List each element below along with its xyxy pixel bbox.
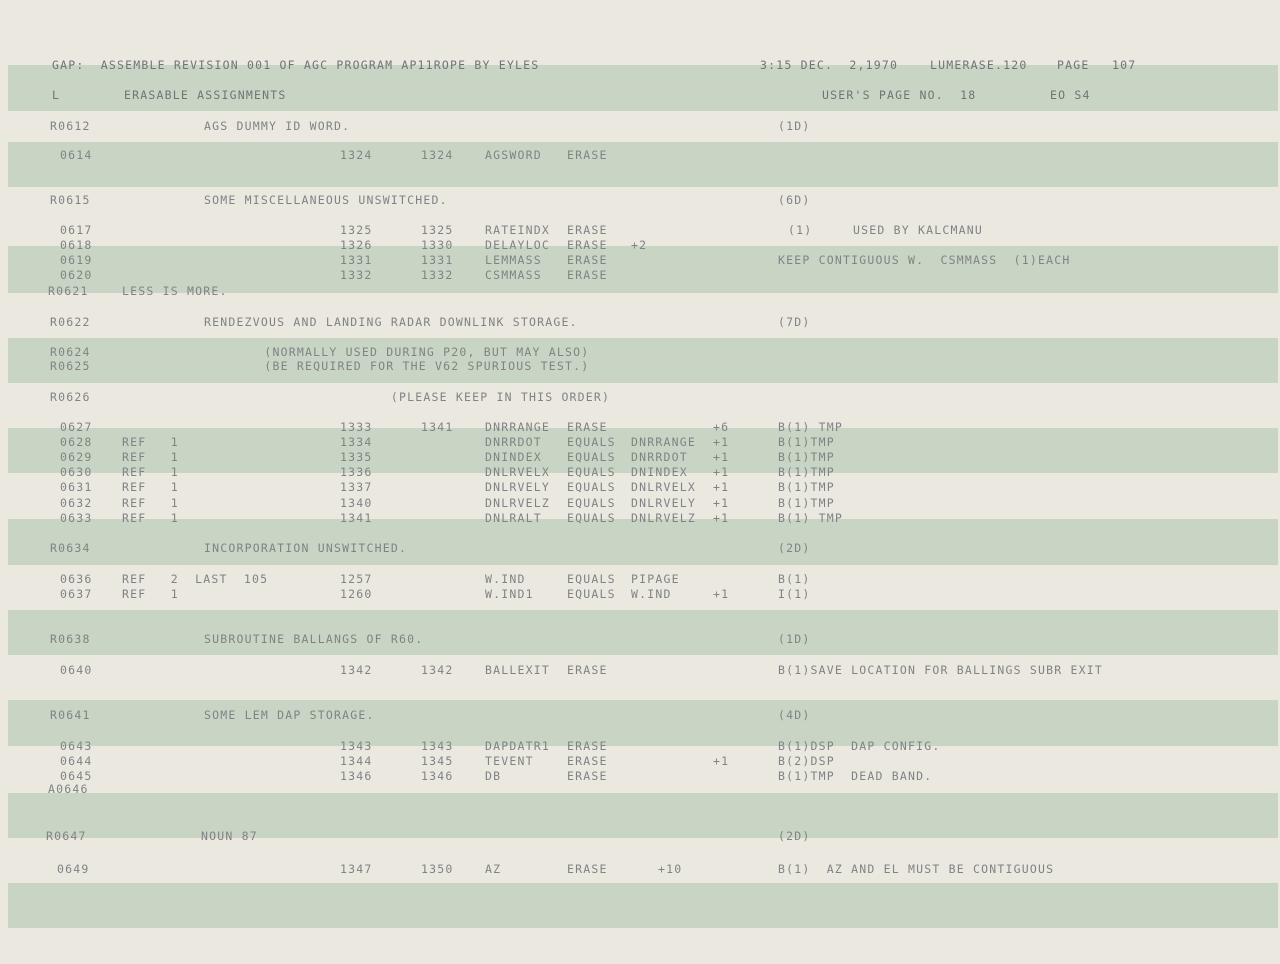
- line-number: R0626: [50, 390, 91, 404]
- listing-row: [0, 420, 1280, 436]
- page-label: PAGE: [1057, 58, 1090, 72]
- address: 1335: [340, 450, 373, 464]
- operand: DNRRANGE: [631, 435, 696, 449]
- listing-row: [0, 754, 1280, 770]
- address-end: 1324: [421, 148, 454, 162]
- comment-text: SUBROUTINE BALLANGS OF R60.: [204, 632, 424, 646]
- listing-row: [0, 119, 1280, 135]
- listing-row: [0, 450, 1280, 466]
- line-number: 0628: [60, 435, 93, 449]
- listing-row: [0, 284, 1280, 300]
- listing-row: [0, 238, 1280, 254]
- opcode: EQUALS: [567, 465, 616, 479]
- opcode: EQUALS: [567, 480, 616, 494]
- opcode: EQUALS: [567, 572, 616, 586]
- operand: PIPAGE: [631, 572, 680, 586]
- listing-row: [0, 480, 1280, 496]
- line-number: 0630: [60, 465, 93, 479]
- line-number: 0629: [60, 450, 93, 464]
- address-end: 1325: [421, 223, 454, 237]
- address: 1346: [340, 769, 373, 783]
- section-code: L: [52, 88, 61, 102]
- eo-code: EO S4: [1050, 88, 1091, 102]
- reference: REF 1: [122, 587, 179, 601]
- reference: REF 1: [122, 496, 179, 510]
- address: 1331: [340, 253, 373, 267]
- row-note: B(1): [778, 572, 811, 586]
- address-end: 1332: [421, 268, 454, 282]
- listing-row: [0, 862, 1280, 878]
- opcode: ERASE: [567, 769, 608, 783]
- line-number: R0641: [50, 708, 91, 722]
- listing-row: [0, 632, 1280, 648]
- opcode: ERASE: [567, 148, 608, 162]
- line-number: R0638: [50, 632, 91, 646]
- address: 1257: [340, 572, 373, 586]
- listing-row: [0, 223, 1280, 239]
- comment-text: (NORMALLY USED DURING P20, BUT MAY ALSO): [240, 345, 590, 359]
- address: 1324: [340, 148, 373, 162]
- listing-row: [0, 465, 1280, 481]
- opcode: EQUALS: [567, 496, 616, 510]
- line-number: 0649: [57, 862, 90, 876]
- row-note: B(1)TMP: [778, 435, 835, 449]
- line-number: A0646: [48, 782, 89, 796]
- address-end: 1343: [421, 739, 454, 753]
- address: 1342: [340, 663, 373, 677]
- listing-row: [0, 511, 1280, 527]
- reference: REF 1: [122, 511, 179, 525]
- symbol: BALLEXIT: [485, 663, 550, 677]
- line-number: 0636: [60, 572, 93, 586]
- line-number: R0624: [50, 345, 91, 359]
- operand: +2: [631, 238, 648, 252]
- address-end: 1345: [421, 754, 454, 768]
- operand: +10: [658, 862, 683, 876]
- address: 1332: [340, 268, 373, 282]
- operand: DNINDEX: [631, 465, 688, 479]
- line-number: R0622: [50, 315, 91, 329]
- address: 1333: [340, 420, 373, 434]
- symbol: DNLRVELX: [485, 465, 550, 479]
- opcode: ERASE: [567, 862, 608, 876]
- line-number: R0615: [50, 193, 91, 207]
- row-note: B(1)TMP: [778, 496, 835, 510]
- row-note: (1D): [778, 632, 811, 646]
- symbol: W.IND: [485, 572, 526, 586]
- symbol: DNRRDOT: [485, 435, 542, 449]
- row-note: B(1)SAVE LOCATION FOR BALLINGS SUBR EXIT: [778, 663, 1103, 677]
- address: 1336: [340, 465, 373, 479]
- row-note: B(1) TMP: [778, 420, 843, 434]
- symbol: LEMMASS: [485, 253, 542, 267]
- listing-row: [0, 708, 1280, 724]
- listing-row: [0, 663, 1280, 679]
- address: 1340: [340, 496, 373, 510]
- symbol: DB: [485, 769, 502, 783]
- line-number: 0617: [60, 223, 93, 237]
- comment-text: SOME LEM DAP STORAGE.: [204, 708, 375, 722]
- opcode: ERASE: [567, 663, 608, 677]
- increment: +1: [713, 511, 730, 525]
- reference: REF 1: [122, 450, 179, 464]
- reference: REF 1: [122, 435, 179, 449]
- row-note: (7D): [778, 315, 811, 329]
- address: 1347: [340, 862, 373, 876]
- line-number: 0643: [60, 739, 93, 753]
- symbol: DNLRVELZ: [485, 496, 550, 510]
- listing-row: [0, 268, 1280, 284]
- listing-row: [0, 782, 1280, 798]
- program-title: GAP: ASSEMBLE REVISION 001 OF AGC PROGRAM AP11ROPE BY EYLES: [52, 58, 540, 72]
- opcode: ERASE: [567, 268, 608, 282]
- line-number: R0625: [50, 359, 91, 373]
- line-number: 0620: [60, 268, 93, 282]
- address: 1260: [340, 587, 373, 601]
- line-number: 0637: [60, 587, 93, 601]
- reference: REF 2 LAST 105: [122, 572, 269, 586]
- symbol: RATEINDX: [485, 223, 550, 237]
- reference: REF 1: [122, 480, 179, 494]
- opcode: ERASE: [567, 223, 608, 237]
- row-note: B(1)TMP: [778, 480, 835, 494]
- row-note: B(1) AZ AND EL MUST BE CONTIGUOUS: [778, 862, 1055, 876]
- row-note: KEEP CONTIGUOUS W. CSMMASS (1)EACH: [778, 253, 1071, 267]
- listing-row: [0, 253, 1280, 269]
- symbol: DNRRANGE: [485, 420, 550, 434]
- address: 1344: [340, 754, 373, 768]
- row-note: B(1)DSP DAP CONFIG.: [778, 739, 941, 753]
- timestamp: 3:15 DEC. 2,1970: [760, 58, 899, 72]
- comment-text: (PLEASE KEEP IN THIS ORDER): [204, 390, 611, 404]
- symbol: DNLRVELY: [485, 480, 550, 494]
- listing-row: [0, 829, 1280, 845]
- symbol: DAPDATR1: [485, 739, 550, 753]
- listing-row: [0, 390, 1280, 406]
- symbol: AZ: [485, 862, 502, 876]
- row-note: (1) USED BY KALCMANU: [788, 223, 983, 237]
- opcode: ERASE: [567, 238, 608, 252]
- opcode: EQUALS: [567, 511, 616, 525]
- row-note: B(1)TMP: [778, 450, 835, 464]
- address-end: 1342: [421, 663, 454, 677]
- symbol: AGSWORD: [485, 148, 542, 162]
- listing-header: [0, 58, 1280, 74]
- address-end: 1330: [421, 238, 454, 252]
- listing-row: [0, 496, 1280, 512]
- section-title: ERASABLE ASSIGNMENTS: [124, 88, 287, 102]
- line-number: 0618: [60, 238, 93, 252]
- listing-row: [0, 739, 1280, 755]
- comment-text: (BE REQUIRED FOR THE V62 SPURIOUS TEST.): [240, 359, 590, 373]
- line-number: 0640: [60, 663, 93, 677]
- address: 1343: [340, 739, 373, 753]
- line-number: 0644: [60, 754, 93, 768]
- opcode: ERASE: [567, 739, 608, 753]
- increment: +1: [713, 435, 730, 449]
- filename: LUMERASE.120: [930, 58, 1028, 72]
- line-number: 0632: [60, 496, 93, 510]
- address: 1325: [340, 223, 373, 237]
- line-number: R0612: [50, 119, 91, 133]
- operand: DNRRDOT: [631, 450, 688, 464]
- row-note: (6D): [778, 193, 811, 207]
- address: 1341: [340, 511, 373, 525]
- comment-text: NOUN 87: [201, 829, 258, 843]
- operand: DNLRVELY: [631, 496, 696, 510]
- opcode: EQUALS: [567, 587, 616, 601]
- listing-row: [0, 359, 1280, 375]
- row-note: B(2)DSP: [778, 754, 835, 768]
- listing-row: [0, 148, 1280, 164]
- increment: +1: [713, 587, 730, 601]
- listing-row: [0, 572, 1280, 588]
- comment-text: RENDEZVOUS AND LANDING RADAR DOWNLINK STORAGE.: [204, 315, 578, 329]
- increment: +1: [713, 450, 730, 464]
- row-note: (4D): [778, 708, 811, 722]
- row-note: B(1)TMP: [778, 465, 835, 479]
- address: 1334: [340, 435, 373, 449]
- line-number: R0621: [48, 284, 89, 298]
- row-note: I(1): [778, 587, 811, 601]
- line-number: R0647: [46, 829, 87, 843]
- row-note: (1D): [778, 119, 811, 133]
- opcode: EQUALS: [567, 450, 616, 464]
- operand: DNLRVELX: [631, 480, 696, 494]
- user-page-number: USER'S PAGE NO. 18: [822, 88, 977, 102]
- paper-band: [8, 883, 1278, 928]
- symbol: DNLRALT: [485, 511, 542, 525]
- line-number: 0631: [60, 480, 93, 494]
- page-number: 107: [1112, 58, 1137, 72]
- listing-row: [0, 541, 1280, 557]
- symbol: TEVENT: [485, 754, 534, 768]
- line-number: 0614: [60, 148, 93, 162]
- symbol: DELAYLOC: [485, 238, 550, 252]
- increment: +1: [713, 465, 730, 479]
- increment: +6: [713, 420, 730, 434]
- listing-row: [0, 315, 1280, 331]
- row-note: B(1)TMP DEAD BAND.: [778, 769, 933, 783]
- listing-row: [0, 587, 1280, 603]
- comment-text: SOME MISCELLANEOUS UNSWITCHED.: [204, 193, 448, 207]
- increment: +1: [713, 496, 730, 510]
- address-end: 1346: [421, 769, 454, 783]
- operand: W.IND: [631, 587, 672, 601]
- opcode: EQUALS: [567, 435, 616, 449]
- comment-text: AGS DUMMY ID WORD.: [204, 119, 351, 133]
- operand: DNLRVELZ: [631, 511, 696, 525]
- section-header: [0, 88, 1280, 104]
- increment: +1: [713, 480, 730, 494]
- listing-row: [0, 193, 1280, 209]
- listing-row: [0, 435, 1280, 451]
- symbol: DNINDEX: [485, 450, 542, 464]
- address-end: 1350: [421, 862, 454, 876]
- row-note: (2D): [778, 541, 811, 555]
- symbol: CSMMASS: [485, 268, 542, 282]
- line-number: R0634: [50, 541, 91, 555]
- opcode: ERASE: [567, 754, 608, 768]
- opcode: ERASE: [567, 420, 608, 434]
- line-number: 0627: [60, 420, 93, 434]
- line-number: 0633: [60, 511, 93, 525]
- line-number: 0645: [60, 769, 93, 783]
- address-end: 1331: [421, 253, 454, 267]
- row-note: (2D): [778, 829, 811, 843]
- reference: REF 1: [122, 465, 179, 479]
- comment-text: INCORPORATION UNSWITCHED.: [204, 541, 408, 555]
- line-number: 0619: [60, 253, 93, 267]
- address: 1326: [340, 238, 373, 252]
- reference: LESS IS MORE.: [122, 284, 228, 298]
- address-end: 1341: [421, 420, 454, 434]
- address: 1337: [340, 480, 373, 494]
- increment: +1: [713, 754, 730, 768]
- row-note: B(1) TMP: [778, 511, 843, 525]
- symbol: W.IND1: [485, 587, 534, 601]
- opcode: ERASE: [567, 253, 608, 267]
